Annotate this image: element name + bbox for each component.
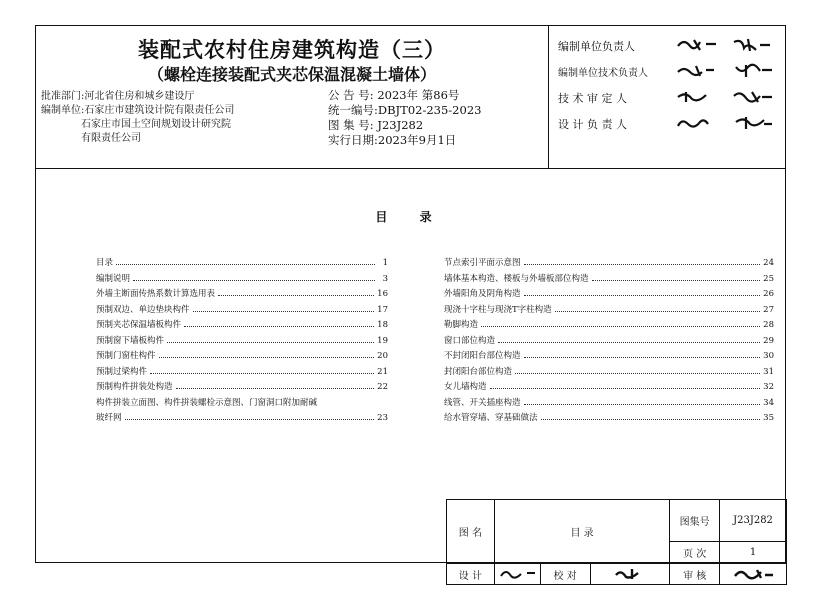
title-block [446, 499, 787, 585]
atlas-no-label: 图集号 [670, 500, 720, 542]
publication-block [328, 88, 481, 148]
unified-label: 统一编号: [328, 103, 378, 117]
signature-image [676, 36, 776, 54]
toc-entry[interactable]: 目录 1 [96, 258, 388, 268]
toc-entry[interactable]: 不封闭阳台部位构造 30 [444, 351, 774, 361]
page-no: 1 [720, 542, 787, 564]
header-divider [548, 26, 549, 168]
signature-image [676, 114, 776, 132]
role-tech-reviewer: 技 术 审 定 人 [558, 92, 627, 105]
toc-left-column [96, 256, 388, 427]
toc-entry[interactable]: 给水管穿墙、穿基础做法 35 [444, 413, 774, 423]
toc-entry[interactable]: 女儿墙构造 32 [444, 382, 774, 392]
compile-unit-3: 有限责任公司 [81, 133, 141, 144]
toc-entry[interactable]: 现浇十字柱与现浇T字柱构造 27 [444, 304, 774, 315]
toc-entry[interactable]: 预制双边、单边垫块构件 17 [96, 304, 388, 315]
review-signature [720, 564, 787, 585]
toc-entry[interactable]: 外墙主断面传热系数计算选用表 16 [96, 289, 388, 299]
header-panel [36, 26, 785, 169]
toc-right-column [444, 256, 774, 427]
toc-entry[interactable]: 构件拼装立面图、构件拼装螺栓示意图、门窗洞口附加耐碱 [96, 397, 318, 408]
approval-dept: 河北省住房和城乡建设厅 [84, 91, 195, 102]
drawing-sheet [35, 25, 786, 582]
toc-entry[interactable]: 墙体基本构造、楼板与外墙板部位构造 25 [444, 273, 774, 284]
signature-image [729, 566, 777, 580]
drawing-name: 目 录 [494, 500, 670, 564]
toc-entry[interactable]: 预制门窗柱构件 20 [96, 351, 388, 361]
effective-value: 2023年9月1日 [377, 133, 457, 147]
signature-image [676, 88, 776, 106]
toc-entry[interactable]: 玻纤网 23 [96, 413, 388, 423]
review-label: 审 核 [670, 564, 720, 585]
toc-entry[interactable]: 外墙阳角及阴角构造 26 [444, 289, 774, 299]
toc-heading: 目 录 [375, 210, 446, 224]
unified-value: DBJT02-235-2023 [377, 103, 482, 117]
toc-entry[interactable]: 节点索引平面示意图 24 [444, 258, 774, 268]
toc-entry[interactable]: 预制构件拼装处构造 22 [96, 382, 388, 392]
check-label: 校 对 [540, 564, 590, 585]
signature-image [610, 566, 650, 580]
toc-entry[interactable]: 线管、开关插座构造 34 [444, 397, 774, 408]
role-design-head: 设 计 负 责 人 [558, 118, 627, 131]
toc-entry[interactable]: 编制说明 3 [96, 273, 388, 284]
effective-label: 实行日期: [328, 133, 378, 147]
page-no-label: 页 次 [670, 542, 720, 564]
approval-dept-label: 批准部门: [41, 91, 85, 102]
drawing-name-label: 图 名 [447, 500, 495, 564]
role-unit-head: 编制单位负责人 [558, 40, 635, 53]
role-tech-head: 编制单位技术负责人 [558, 68, 648, 79]
toc-entry[interactable]: 预制过梁构件 21 [96, 366, 388, 377]
toc-entry[interactable]: 预制窗下墙板构件 19 [96, 335, 388, 346]
signature-image [497, 566, 537, 580]
notice-label: 公 告 号: [328, 88, 374, 102]
design-label: 设 计 [447, 564, 495, 585]
compile-unit-1: 石家庄市建筑设计院有限责任公司 [84, 105, 235, 116]
approval-block [41, 90, 234, 146]
toc-entry[interactable]: 窗口部位构造 29 [444, 335, 774, 346]
check-signature [590, 564, 670, 585]
atlas-no: J23J282 [720, 500, 787, 542]
toc-entry[interactable]: 预制夹芯保温墙板构件 18 [96, 320, 388, 330]
page-title: 装配式农村住房建筑构造（三） [138, 38, 446, 62]
compile-unit-2: 石家庄市国土空间规划设计研究院 [81, 119, 231, 130]
atlas-label: 图 集 号: [328, 118, 374, 132]
design-signature [494, 564, 540, 585]
notice-value: 2023年 第86号 [377, 88, 460, 102]
toc-entry[interactable]: 封闭阳台部位构造 31 [444, 366, 774, 377]
page-subtitle: （螺栓连接装配式夹芯保温混凝土墙体） [147, 65, 436, 84]
atlas-value: J23J282 [377, 118, 424, 132]
signature-image [676, 62, 776, 80]
toc-entry[interactable]: 勒脚构造 28 [444, 320, 774, 330]
compile-unit-label: 编制单位: [41, 105, 85, 116]
